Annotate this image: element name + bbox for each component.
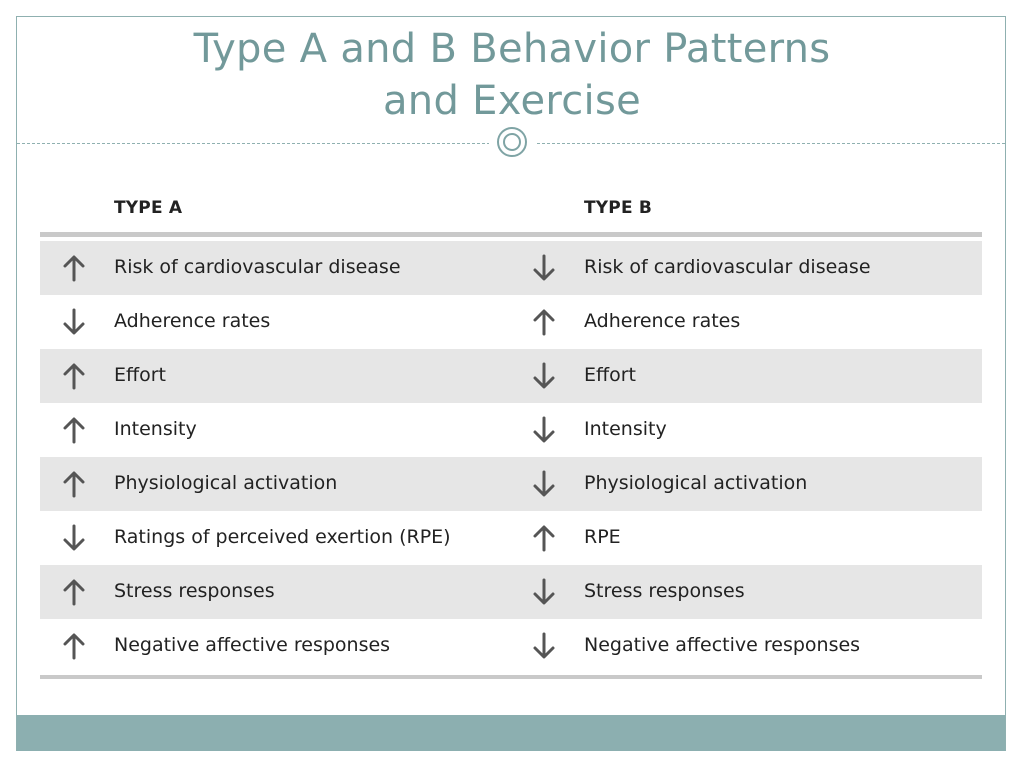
column-header-type-a: TYPE A: [114, 198, 183, 218]
down-arrow-icon: [532, 631, 556, 661]
up-arrow-icon: [62, 577, 86, 607]
table-row: [40, 511, 982, 565]
down-arrow-icon: [532, 469, 556, 499]
type-a-cell: Ratings of perceived exertion (RPE): [114, 526, 451, 548]
table-bottom-rule: [40, 675, 982, 679]
table-row: [40, 241, 982, 295]
down-arrow-icon: [532, 577, 556, 607]
down-arrow-icon: [62, 523, 86, 553]
type-a-cell: Physiological activation: [114, 472, 338, 494]
footer-accent-bar: [17, 715, 1005, 751]
up-arrow-icon: [532, 523, 556, 553]
type-a-cell: Intensity: [114, 418, 197, 440]
table-row: [40, 403, 982, 457]
ring-ornament-icon: [497, 127, 527, 157]
up-arrow-icon: [62, 253, 86, 283]
type-b-cell: Intensity: [584, 418, 667, 440]
type-a-cell: Adherence rates: [114, 310, 271, 332]
down-arrow-icon: [532, 415, 556, 445]
type-a-cell: Effort: [114, 364, 166, 386]
table-row: [40, 349, 982, 403]
table-row: [40, 457, 982, 511]
type-b-cell: Adherence rates: [584, 310, 741, 332]
table-row: [40, 295, 982, 349]
title-line-1: Type A and B Behavior Patterns: [193, 26, 831, 72]
type-b-cell: Stress responses: [584, 580, 745, 602]
up-arrow-icon: [62, 415, 86, 445]
type-b-cell: Risk of cardiovascular disease: [584, 256, 871, 278]
up-arrow-icon: [532, 307, 556, 337]
table-row: [40, 619, 982, 673]
title-line-2: and Exercise: [382, 78, 641, 124]
table-body: [40, 241, 982, 673]
up-arrow-icon: [62, 469, 86, 499]
up-arrow-icon: [62, 361, 86, 391]
slide-title: [17, 23, 1007, 127]
up-arrow-icon: [62, 631, 86, 661]
down-arrow-icon: [62, 307, 86, 337]
table-row: [40, 565, 982, 619]
table-top-rule: [40, 232, 982, 237]
type-b-cell: Physiological activation: [584, 472, 808, 494]
comparison-table: [40, 190, 982, 679]
type-a-cell: Negative affective responses: [114, 634, 391, 656]
type-a-cell: Risk of cardiovascular disease: [114, 256, 401, 278]
type-b-cell: Negative affective responses: [584, 634, 861, 656]
column-header-type-b: TYPE B: [584, 198, 653, 218]
table-header-row: [40, 190, 982, 232]
down-arrow-icon: [532, 361, 556, 391]
type-b-cell: RPE: [584, 526, 621, 548]
down-arrow-icon: [532, 253, 556, 283]
type-b-cell: Effort: [584, 364, 636, 386]
type-a-cell: Stress responses: [114, 580, 275, 602]
